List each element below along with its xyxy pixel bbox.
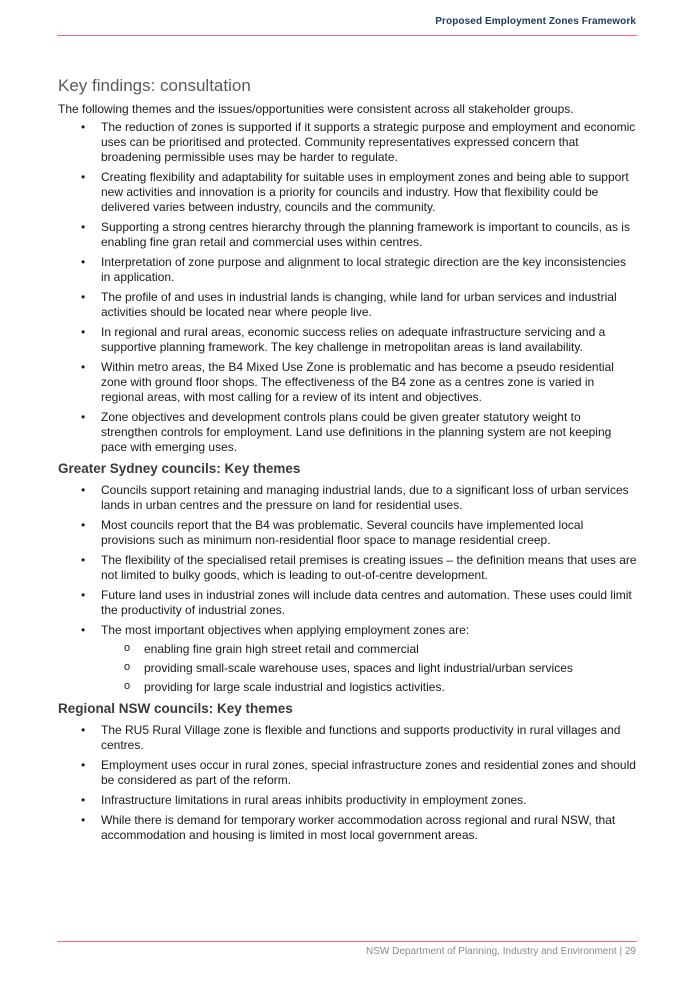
regional-heading: Regional NSW councils: Key themes (58, 701, 293, 716)
list-item: • While there is demand for temporary worker accommodation across regional and rural NSW, that accommodation and housing is limited in most local government areas. (58, 813, 638, 843)
list-item-text: The most important objectives when applying employment zones are: (101, 623, 470, 637)
list-item: • Future land uses in industrial zones will include data centres and automation. These uses could limit the productivity of industrial zones. (58, 588, 638, 618)
list-item: • The reduction of zones is supported if it supports a strategic purpose and employment and economic uses can be prioritised and protected. Community representatives expressed concern that broadening permissible uses may be harder to regulate. (58, 120, 638, 165)
list-item: • Councils support retaining and managing industrial lands, due to a significant loss of urban services lands in urban centres and the pressure on land for residential uses. (58, 483, 638, 513)
list-item-with-sublist (58, 623, 638, 695)
objectives-sub-list (101, 642, 638, 695)
regional-bullet-list (58, 723, 638, 843)
list-item: • The flexibility of the specialised retail premises is creating issues – the definition means that uses are not limited to bulky goods, which is leading to out-of-centre development. (58, 553, 638, 583)
list-item: • Within metro areas, the B4 Mixed Use Zone is problematic and has become a pseudo residential zone with ground floor shops. The effectiveness of the B4 zone as a centres zone is varied in regional areas, with most calling for a review of its intent and objectives. (58, 360, 638, 405)
running-header-title: Proposed Employment Zones Framework (435, 16, 636, 27)
header-divider (57, 35, 637, 36)
footer-page-info: NSW Department of Planning, Industry and Environment | 29 (366, 946, 636, 957)
footer-divider (57, 941, 637, 942)
list-item: • Supporting a strong centres hierarchy through the planning framework is important to councils, as is enabling fine gran retail and commercial uses within centres. (58, 220, 638, 250)
page-content (58, 76, 638, 849)
sydney-bullet-list (58, 483, 638, 695)
sub-list-item: o providing small-scale warehouse uses, spaces and light industrial/urban services (101, 661, 638, 676)
sub-list-item: o enabling fine grain high street retail and commercial (101, 642, 638, 657)
list-item: • Infrastructure limitations in rural areas inhibits productivity in employment zones. (58, 793, 638, 808)
consultation-intro: The following themes and the issues/opportunities were consistent across all stakeholder groups. (58, 102, 574, 116)
sub-list-item: o providing for large scale industrial and logistics activities. (101, 680, 638, 695)
list-item: • Creating flexibility and adaptability for suitable uses in employment zones and being able to support new activities and innovation is a priority for councils and industry. How that flexibility could be delivered varies between industry, councils and the community. (58, 170, 638, 215)
list-item: • Interpretation of zone purpose and alignment to local strategic direction are the key inconsistencies in application. (58, 255, 638, 285)
consultation-heading: Key findings: consultation (58, 76, 251, 95)
list-item: • The RU5 Rural Village zone is flexible and functions and supports productivity in rural villages and centres. (58, 723, 638, 753)
list-item: • Zone objectives and development controls plans could be given greater statutory weight to strengthen controls for employment. Land use definitions in the planning system are not keeping pace with emerging uses. (58, 410, 638, 455)
list-item: • Employment uses occur in rural zones, special infrastructure zones and residential zones and should be considered as part of the reform. (58, 758, 638, 788)
list-item: • Most councils report that the B4 was problematic. Several councils have implemented local provisions such as minimum non-residential floor space to manage residential creep. (58, 518, 638, 548)
consultation-bullet-list (58, 120, 638, 455)
list-item: • The profile of and uses in industrial lands is changing, while land for urban services and industrial activities should be located near where people live. (58, 290, 638, 320)
sydney-heading: Greater Sydney councils: Key themes (58, 461, 301, 476)
list-item: • In regional and rural areas, economic success relies on adequate infrastructure servicing and a supportive planning framework. The key challenge in metropolitan areas is land availability. (58, 325, 638, 355)
